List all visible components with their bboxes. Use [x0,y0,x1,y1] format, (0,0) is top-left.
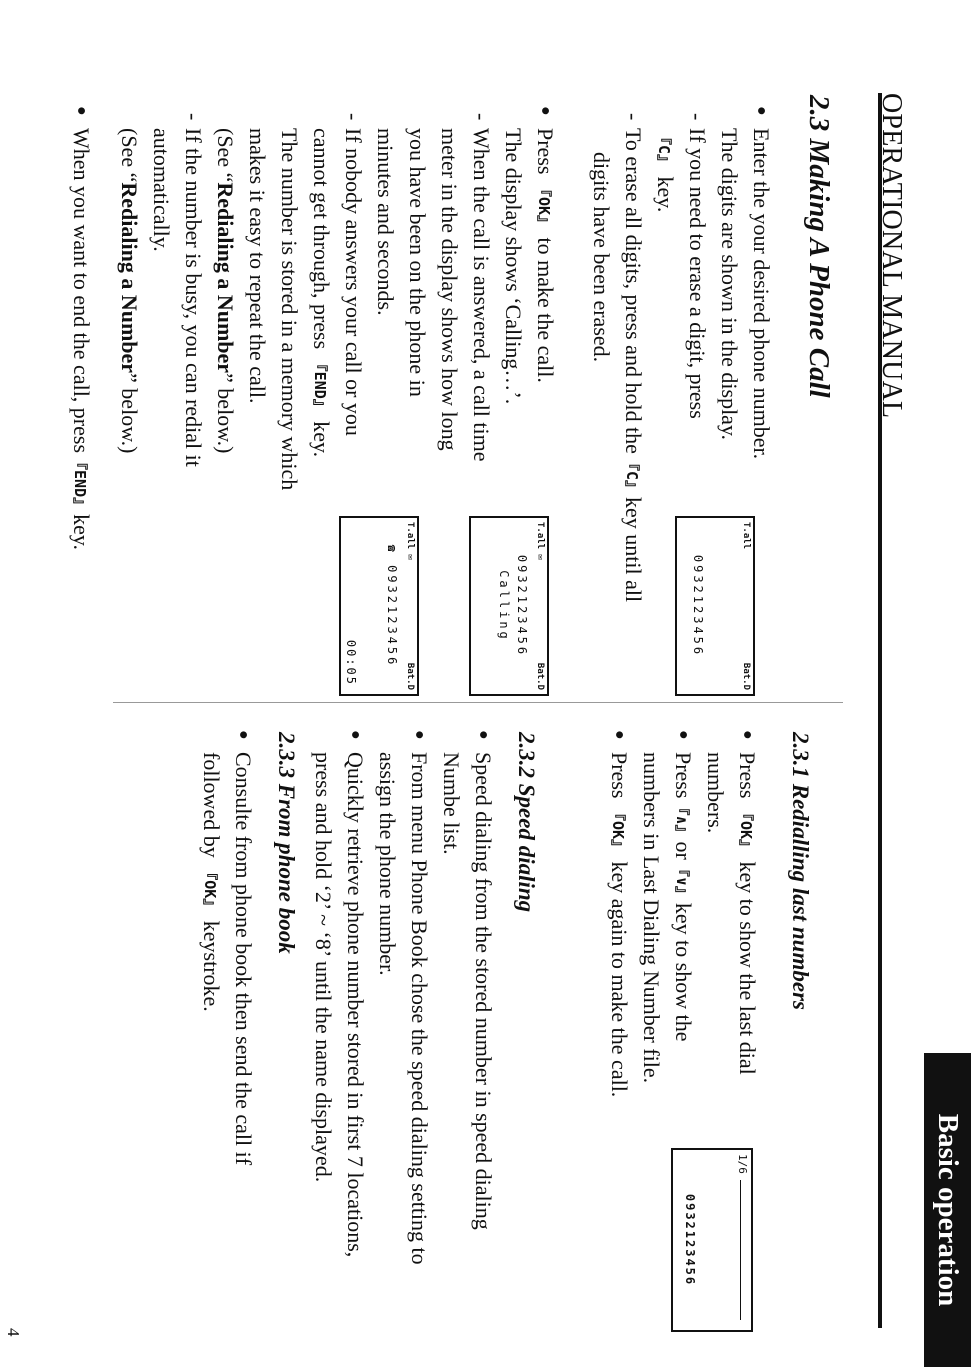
up-key-icon: 『∧』 [672,800,691,840]
enter-number-line1: ● Enter the your desired phone number. [749,128,774,460]
chapter-tab: Basic operation [924,1053,971,1367]
redial-step3 [603,752,635,1342]
redial-step2-line2: numbers in Last Dialing Number file. [639,752,664,1084]
battery-icon: Bat.D [535,662,545,690]
lcd-calling [469,516,549,696]
ok-call-key-icon: 『OK』 [608,805,627,855]
lcd-number: 0932123456 [515,554,529,658]
answered-line1: - When the call is answered, a call time [469,128,494,462]
lcd-timer: 00:05 [344,639,358,686]
lcd-number: 0932123456 [683,1193,697,1287]
lcd-number-entry [675,516,755,696]
speed-step2-line1: ● From menu Phone Book chose the speed dialing setting to [407,752,432,1265]
speed-step3-line1: ● Quickly retrieve phone number stored in first 7 locations, [343,752,368,1258]
nobody-see-ref: (See “Redialing a Number” below.) [213,128,238,454]
manual-title: OPERATIONAL MANUAL [876,93,907,419]
speed-step3 [307,752,371,1352]
speed-step2-line2: assign the phone number. [375,752,400,976]
phone-book-line1: ● Consulte from phone book then send the call if [231,752,256,1166]
redial-heading: 2.3.1 Redialling last numbers [788,732,813,1010]
signal-icon: T.all ✉ [535,522,545,560]
speed-step2 [371,752,435,1352]
speed-step1-line2: Numbe list. [439,752,464,855]
answered-line3: you have been on the phone in [405,128,430,397]
signal-icon: T.all [741,522,751,550]
end-call-key-icon: 『END』 [310,356,329,414]
speed-dial-heading: 2.3.2 Speed dialing [514,732,539,913]
lcd-redial-list [671,1148,753,1332]
battery-icon: Bat.D [405,662,415,690]
end-call-key-icon: 『END』 [70,455,89,513]
busy-see-ref: (See “Redialing a Number” below.) [117,128,142,454]
nobody-line1: - If nobody answers your call or you [341,128,366,436]
redial-counter: 1/6 [736,1154,749,1174]
erase-digit-line1: - If you need to erase a digit, press [685,128,710,419]
redial-step3-line1: ● Press 『OK』 key again to make the call. [607,752,632,1098]
erase-all-step [585,128,649,688]
title-rule [878,93,882,1328]
answered-line4: minutes and seconds. [373,128,398,316]
ok-call-key-icon: 『OK』 [736,805,755,855]
erase-all-line1: - To erase all digits, press and hold the『C』key until all [621,128,646,603]
speed-step1-line1: ● Speed dialing from the stored number in speed dialing [471,752,496,1230]
phone-book-line2: followed by 『OK』 keystroke. [199,752,224,1012]
battery-icon: Bat.D [741,662,751,690]
ok-call-key-icon: 『OK』 [200,865,219,914]
nobody-line3: The number is stored in a memory which [277,128,302,491]
section-heading: 2.3 Making A Phone Call [803,95,835,398]
busy-line2: automatically. [149,128,174,252]
phone-book-step [195,752,259,1352]
redial-step1-line2: numbers. [703,752,728,834]
lcd-status: Calling [497,570,511,642]
press-ok-line2: The display shows ‘Calling…’. [501,128,526,405]
speed-step3-line2: press and hold ‘2’ ~ ‘8’ until the name displayed. [311,752,336,1183]
press-ok-line1: ● Press 『OK』 to make the call. [533,128,558,383]
lcd-number: 0932123456 [691,554,705,658]
ok-call-key-icon: 『OK』 [534,181,553,231]
redial-step1-line1: ● Press 『OK』 key to show the last dial [735,752,760,1075]
lcd-number: ☎ 0932123456 [385,544,399,668]
page-number: 4 [4,1328,23,1337]
nobody-line2: cannot get through, press 『END』 key. [309,128,334,458]
busy-step [113,128,209,688]
signal-icon: T.all ✉ [405,522,415,560]
redial-step2-line1: ● Press『∧』or『∨』key to show the [671,752,696,1042]
down-key-icon: 『∨』 [672,861,691,901]
answered-line2: meter in the display shows how long [437,128,462,451]
lcd-separator [740,1180,741,1320]
busy-line1: - If the number is busy, you can redial it [181,128,206,467]
phone-book-heading: 2.3.3 From phone book [274,732,299,954]
end-call-line: ● When you want to end the call, press『END』key. [69,128,94,550]
clear-key-icon: 『C』 [654,130,673,170]
erase-all-line2: digits have been erased. [589,152,614,363]
enter-number-line2: The digits are shown in the display. [717,128,742,441]
clear-key-icon: 『C』 [622,455,641,495]
column-divider [113,702,843,703]
speed-step1 [435,752,499,1352]
nobody-line4: makes it easy to repeat the call. [245,128,270,404]
erase-digit-line2: 『C』 key. [653,130,678,213]
lcd-call-timer [339,516,419,696]
end-call-step [65,128,97,688]
